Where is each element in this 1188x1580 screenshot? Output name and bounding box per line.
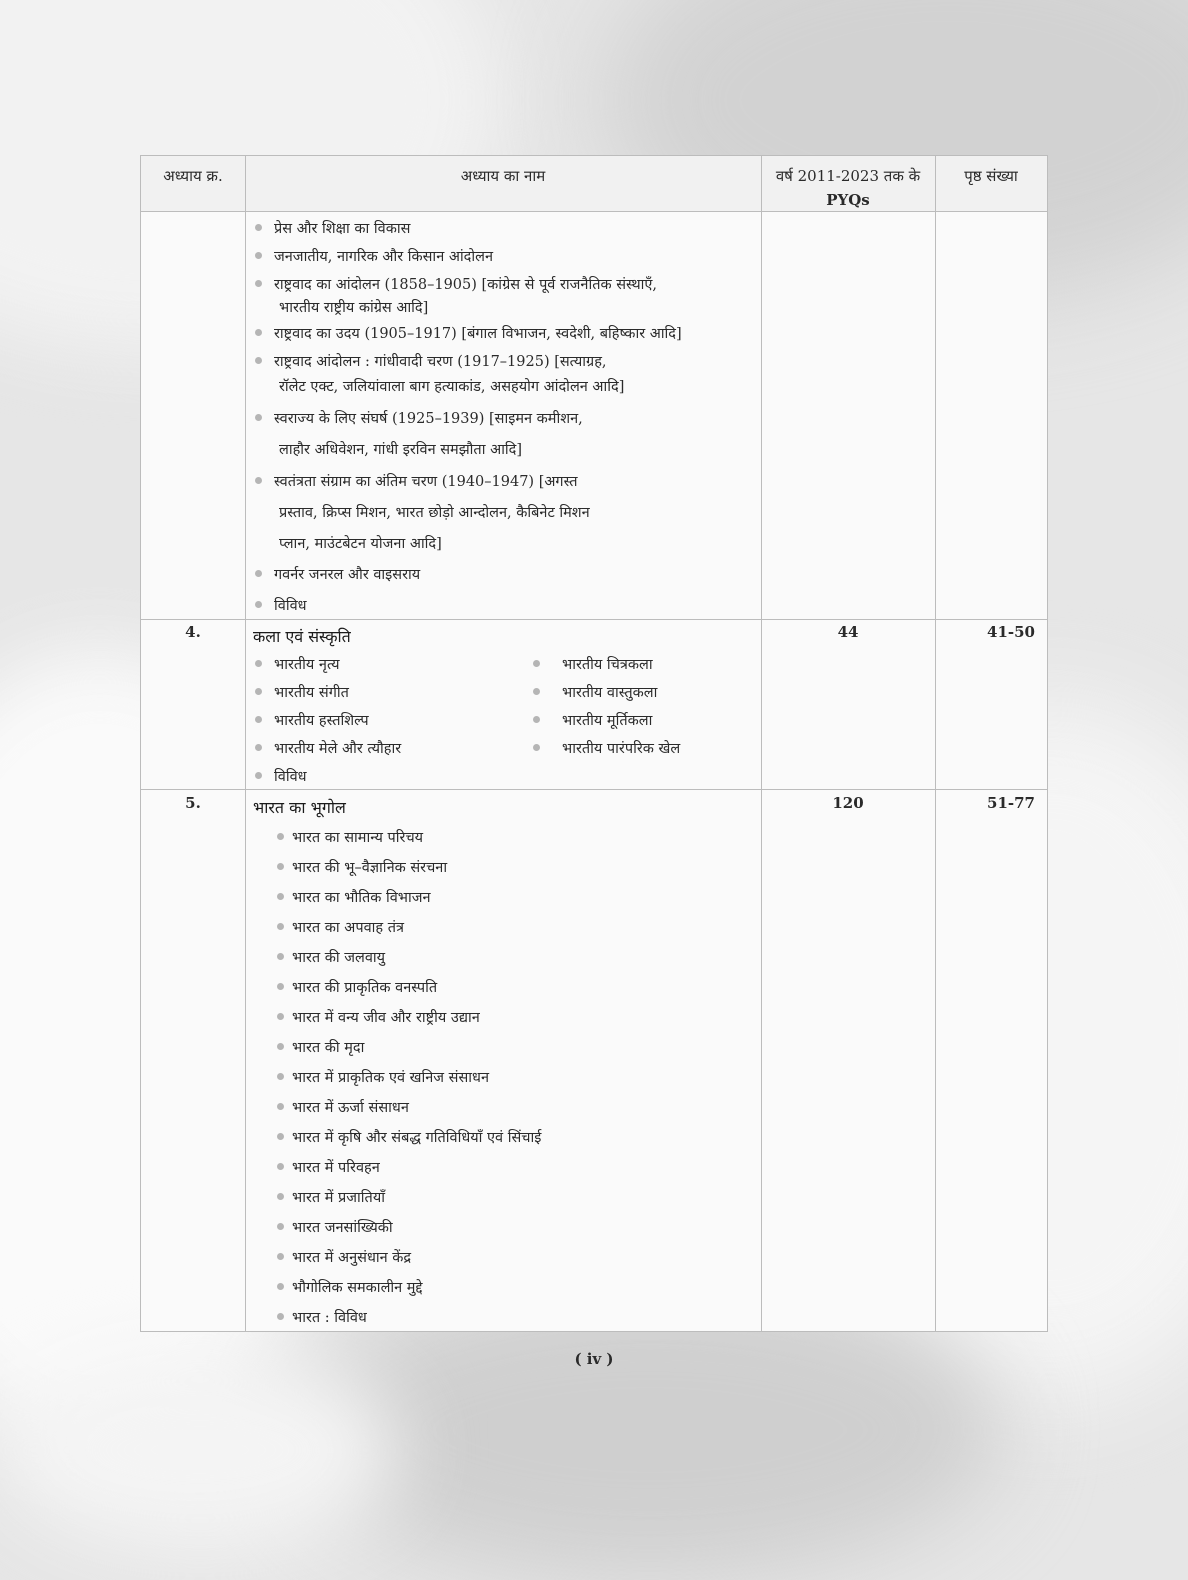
list-item: भारत में परिवहन [277, 1157, 380, 1177]
table-header [141, 156, 1047, 212]
bullet-icon [277, 1073, 284, 1080]
bullet-icon [255, 329, 262, 336]
header-pyqs-line1: वर्ष 2011-2023 तक के [775, 167, 921, 185]
header-pyqs-line2: PYQs [826, 191, 870, 209]
pyq-count: 44 [837, 623, 859, 641]
list-item-continuation: प्रस्ताव, क्रिप्स मिशन, भारत छोड़ो आन्दोलन, कैबिनेट मिशन [279, 505, 590, 521]
bullet-icon [277, 833, 284, 840]
list-item: भारत की मृदा [277, 1037, 364, 1057]
row-divider [141, 619, 1047, 620]
bullet-icon [277, 1013, 284, 1020]
column-divider [761, 156, 762, 1331]
bullet-icon [255, 570, 262, 577]
list-item: भारत में प्रजातियाँ [277, 1187, 385, 1207]
pyq-count: 120 [832, 794, 864, 812]
bullet-icon [277, 1133, 284, 1140]
row-divider [141, 789, 1047, 790]
list-item: भारत का भौतिक विभाजन [277, 887, 431, 907]
header-chapter-number: अध्याय क्र. [163, 167, 223, 185]
list-item: भारत : विविध [277, 1307, 367, 1327]
list-item-continuation: लाहौर अधिवेशन, गांधी इरविन समझौता आदि] [279, 442, 522, 458]
list-item: भारतीय नृत्य [255, 654, 340, 674]
bullet-icon [277, 1163, 284, 1170]
bullet-icon [255, 716, 262, 723]
bullet-icon [277, 863, 284, 870]
bullet-icon [255, 252, 262, 259]
page-number: ( iv ) [574, 1350, 614, 1368]
list-item: भारतीय मूर्तिकला [533, 710, 652, 730]
list-item: भारत का सामान्य परिचय [277, 827, 423, 847]
chapter-title: कला एवं संस्कृति [253, 627, 351, 646]
list-item: भौगोलिक समकालीन मुद्दे [277, 1277, 423, 1297]
bullet-icon [277, 953, 284, 960]
list-item: भारत में अनुसंधान केंद्र [277, 1247, 411, 1267]
list-item: भारत में ऊर्जा संसाधन [277, 1097, 409, 1117]
bullet-icon [277, 983, 284, 990]
bullet-icon [277, 1193, 284, 1200]
bullet-icon [533, 660, 540, 667]
chapter-title: भारत का भूगोल [253, 798, 346, 817]
list-item: भारत जनसांख्यिकी [277, 1217, 393, 1237]
list-item-continuation: भारतीय राष्ट्रीय कांग्रेस आदि] [279, 300, 429, 316]
bullet-icon [277, 1103, 284, 1110]
list-item: भारतीय पारंपरिक खेल [533, 738, 680, 758]
list-item: स्वतंत्रता संग्राम का अंतिम चरण (1940–1947) [अगस्त [255, 471, 578, 491]
bullet-icon [277, 1253, 284, 1260]
list-item-continuation: रॉलेट एक्ट, जलियांवाला बाग हत्याकांड, असहयोग आंदोलन आदि] [279, 379, 625, 395]
chapter-number: 4. [185, 623, 201, 641]
bullet-icon [277, 1313, 284, 1320]
list-item: राष्ट्रवाद का उदय (1905–1917) [बंगाल विभाजन, स्वदेशी, बहिष्कार आदि] [255, 323, 682, 343]
bullet-icon [277, 893, 284, 900]
bullet-icon [255, 660, 262, 667]
list-item: भारत की भू–वैज्ञानिक संरचना [277, 857, 447, 877]
bullet-icon [277, 1283, 284, 1290]
header-pyqs [761, 164, 935, 212]
bullet-icon [255, 688, 262, 695]
list-item: भारत में प्राकृतिक एवं खनिज संसाधन [277, 1067, 489, 1087]
bullet-icon [533, 716, 540, 723]
list-item: भारत में कृषि और संबद्ध गतिविधियाँ एवं सिंचाई [277, 1127, 541, 1147]
bullet-icon [533, 688, 540, 695]
bullet-icon [255, 357, 262, 364]
bullet-icon [255, 414, 262, 421]
list-item: गवर्नर जनरल और वाइसराय [255, 564, 420, 584]
bullet-icon [255, 280, 262, 287]
list-item: स्वराज्य के लिए संघर्ष (1925–1939) [साइमन कमीशन, [255, 408, 583, 428]
column-divider [935, 156, 936, 1331]
list-item: भारतीय हस्तशिल्प [255, 710, 369, 730]
list-item-continuation: प्लान, माउंटबेटन योजना आदि] [279, 536, 442, 552]
list-item: भारतीय चित्रकला [533, 654, 653, 674]
bullet-icon [277, 1043, 284, 1050]
bullet-icon [255, 744, 262, 751]
list-item: राष्ट्रवाद आंदोलन : गांधीवादी चरण (1917–1925) [सत्याग्रह, [255, 351, 607, 371]
bullet-icon [255, 477, 262, 484]
list-item: जनजातीय, नागरिक और किसान आंदोलन [255, 246, 493, 266]
list-item: राष्ट्रवाद का आंदोलन (1858–1905) [कांग्रेस से पूर्व राजनैतिक संस्थाएँ, [255, 274, 657, 294]
list-item: भारत की जलवायु [277, 947, 385, 967]
list-item: प्रेस और शिक्षा का विकास [255, 218, 410, 238]
header-page-count: पृष्ठ संख्या [964, 167, 1018, 185]
list-item: भारतीय संगीत [255, 682, 349, 702]
page-range: 41-50 [987, 623, 1035, 641]
list-item: भारतीय वास्तुकला [533, 682, 657, 702]
bullet-icon [533, 744, 540, 751]
column-divider [245, 156, 246, 1331]
bullet-icon [277, 923, 284, 930]
list-item: भारतीय मेले और त्यौहार [255, 738, 401, 758]
list-item: विविध [255, 766, 307, 786]
header-chapter-name: अध्याय का नाम [460, 167, 546, 185]
list-item: भारत में वन्य जीव और राष्ट्रीय उद्यान [277, 1007, 480, 1027]
page-range: 51-77 [987, 794, 1035, 812]
bullet-icon [255, 601, 262, 608]
bullet-icon [255, 772, 262, 779]
list-item: भारत की प्राकृतिक वनस्पति [277, 977, 437, 997]
list-item: विविध [255, 595, 307, 615]
chapter-number: 5. [185, 794, 201, 812]
bullet-icon [255, 224, 262, 231]
list-item: भारत का अपवाह तंत्र [277, 917, 404, 937]
contents-table [140, 155, 1048, 1332]
bullet-icon [277, 1223, 284, 1230]
